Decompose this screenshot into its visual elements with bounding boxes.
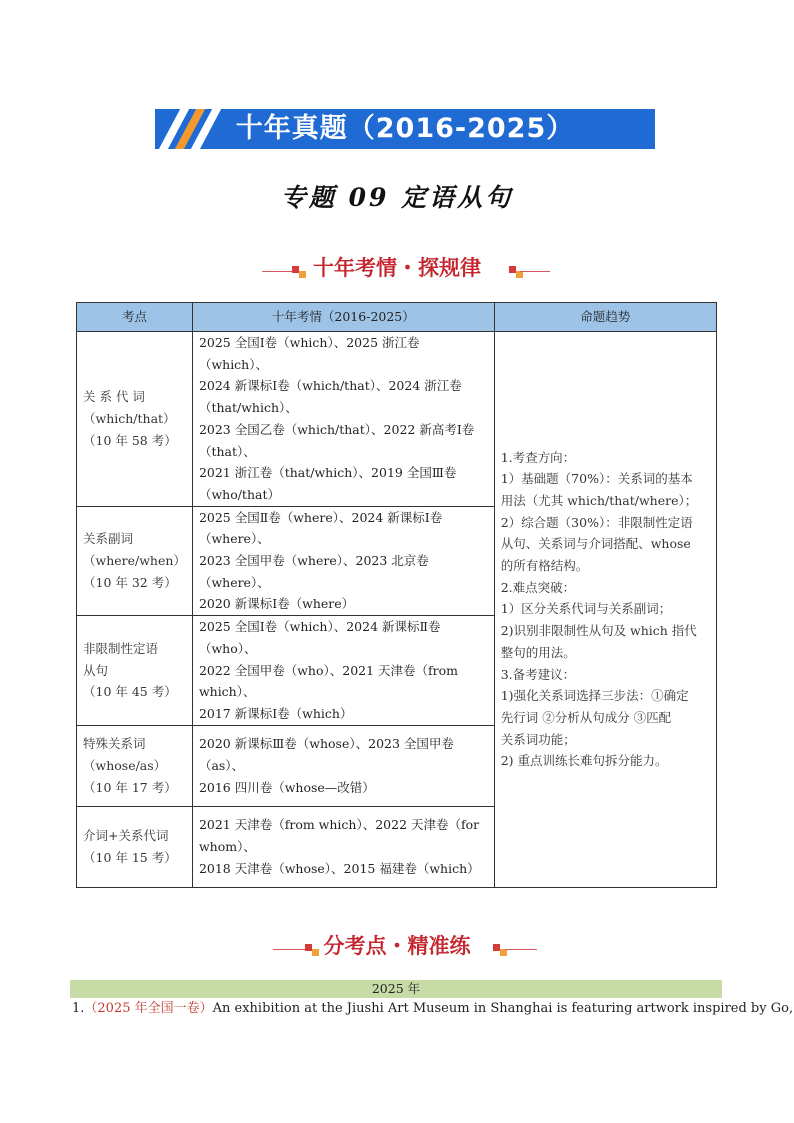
- history-line: 2018 天津卷（whose）、2015 福建卷（which）: [198, 860, 480, 876]
- section-heading-1: [0, 251, 794, 285]
- history-line: （where）、: [198, 574, 270, 590]
- history-line: 2021 天津卷（from which）、2022 天津卷（for: [198, 817, 480, 833]
- section-heading-2: [0, 929, 794, 963]
- trend-line: 2) 重点训练长难句拆分能力。: [500, 753, 668, 769]
- history-line: 2022 全国甲卷（who）、2021 天津卷（from: [198, 662, 459, 678]
- question-source: （2025 年全国一卷）: [84, 1001, 213, 1016]
- year-bar: 2025 年: [70, 980, 722, 998]
- history-line: 2020 新课标Ⅰ卷（where）: [198, 596, 355, 612]
- trend-line: 1）区分关系代词与关系副词；: [500, 601, 672, 617]
- history-line: which）、: [198, 684, 256, 700]
- history-line: （who/that）: [198, 486, 280, 502]
- point-cell: [77, 506, 193, 616]
- history-cell: [192, 332, 494, 507]
- question-1: [72, 1000, 794, 1018]
- table-header-row: [77, 303, 717, 332]
- header-cell: 命题趋势: [494, 303, 716, 332]
- square-icon: [516, 271, 523, 278]
- trend-line: 从句、关系词与介词搭配、whose: [500, 536, 691, 552]
- trend-line: 1.考查方向：: [500, 449, 576, 465]
- trend-line: 先行词 ②分析从句成分 ③匹配: [500, 709, 672, 725]
- point-line: （10 年 58 考）: [83, 432, 177, 448]
- history-line: （who）、: [198, 640, 257, 656]
- history-line: 2021 浙江卷（that/which）、2019 全国Ⅲ卷: [198, 465, 457, 481]
- point-cell: [77, 725, 193, 806]
- point-line: 非限制性定语: [83, 640, 159, 656]
- history-cell: [192, 806, 494, 887]
- point-line: （which/that）: [83, 410, 176, 426]
- history-line: （where）、: [198, 531, 270, 547]
- trend-line: 2)识别非限制性从句及 which 指代: [500, 623, 697, 639]
- trend-line: 的所有格结构。: [500, 558, 589, 574]
- point-line: 关系副词: [83, 531, 134, 547]
- divider: [520, 271, 550, 272]
- point-line: （10 年 32 考）: [83, 574, 177, 590]
- history-cell: [192, 616, 494, 726]
- square-icon: [493, 944, 500, 951]
- point-cell: [77, 332, 193, 507]
- point-line: （whose/as）: [83, 757, 167, 773]
- history-cell: [192, 506, 494, 616]
- banner-title: 十年真题（2016-2025）: [235, 113, 575, 144]
- trend-line: 2.难点突破：: [500, 579, 576, 595]
- point-line: 从句: [83, 662, 109, 678]
- history-cell: [192, 725, 494, 806]
- history-line: （that）、: [198, 443, 256, 459]
- history-line: 2024 新课标Ⅰ卷（which/that）、2024 浙江卷: [198, 378, 462, 394]
- trend-line: 用法（尤其 which/that/where）；: [500, 492, 698, 508]
- history-line: （that/which）、: [198, 400, 298, 416]
- history-line: （as）、: [198, 757, 245, 773]
- trend-line: 3.备考建议：: [500, 666, 576, 682]
- point-line: （10 年 45 考）: [83, 684, 177, 700]
- point-line: （10 年 17 考）: [83, 779, 177, 795]
- history-line: 2025 全国Ⅱ卷（where）、2024 新课标Ⅰ卷: [198, 509, 443, 525]
- trend-line: 1)强化关系词选择三步法：①确定: [500, 688, 689, 704]
- history-line: 2023 全国乙卷（which/that）、2022 新高考Ⅰ卷: [198, 421, 475, 437]
- trend-cell: [494, 332, 716, 888]
- section-title: 分考点・精准练: [323, 934, 471, 958]
- point-line: 介词+关系代词: [83, 827, 169, 843]
- trend-line: 关系词功能；: [500, 731, 576, 747]
- square-icon: [500, 949, 507, 956]
- history-line: 2020 新课标Ⅲ卷（whose）、2023 全国甲卷: [198, 736, 454, 752]
- history-line: 2025 全国Ⅰ卷（which）、2025 浙江卷: [198, 335, 420, 350]
- point-line: （where/when）: [83, 553, 186, 569]
- point-cell: [77, 616, 193, 726]
- point-line: 特殊关系词: [83, 736, 146, 752]
- point-cell: [77, 806, 193, 887]
- exam-table: [76, 302, 717, 888]
- history-line: （which）、: [198, 356, 268, 372]
- history-line: 2016 四川卷（whose—改错）: [198, 779, 375, 795]
- header-cell: 考点: [77, 303, 193, 332]
- title-banner: [155, 109, 655, 149]
- trend-line: 2）综合题（30%）：非限制性定语: [500, 514, 693, 530]
- history-line: 2025 全国Ⅰ卷（which）、2024 新课标Ⅱ卷: [198, 619, 441, 635]
- question-number: 1.: [72, 1001, 85, 1016]
- point-line: （10 年 15 考）: [83, 849, 177, 865]
- history-line: 2023 全国甲卷（where）、2023 北京卷: [198, 553, 429, 569]
- trend-line: 整句的用法。: [500, 644, 576, 660]
- trend-line: 1）基础题（70%）：关系词的基本: [500, 471, 693, 487]
- subject-title: 专题 09 定语从句: [280, 183, 514, 212]
- section-title: 十年考情・探规律: [313, 256, 481, 280]
- square-icon: [509, 266, 516, 273]
- question-text: An exhibition at the Jiushi Art Museum in Shanghai is featuring artwork inspired by Go,: [212, 1001, 794, 1016]
- history-line: whom）、: [198, 838, 256, 854]
- history-line: 2017 新课标Ⅰ卷（which）: [198, 705, 353, 721]
- header-cell: 十年考情（2016-2025）: [192, 303, 494, 332]
- point-line: 关 系 代 词: [83, 389, 145, 405]
- table-row: [77, 332, 717, 507]
- divider: [505, 949, 537, 950]
